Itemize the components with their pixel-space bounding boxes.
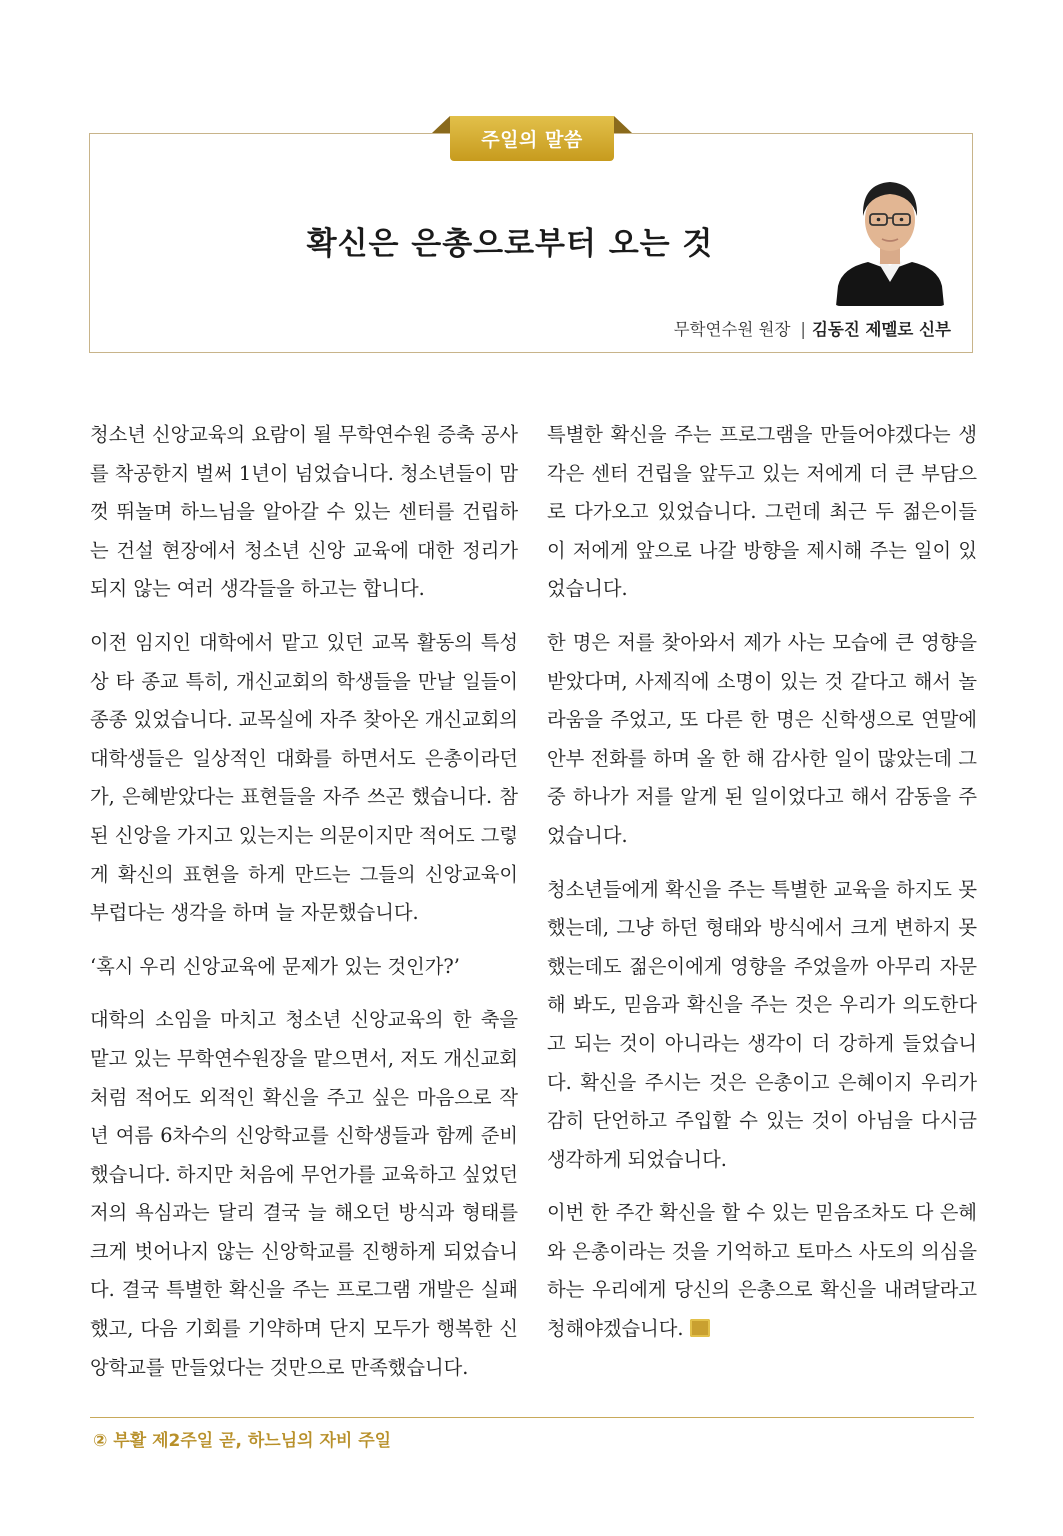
tab-fold-left bbox=[432, 116, 450, 133]
footer-page-label: ② 부활 제2주일 곧, 하느님의 자비 주일 bbox=[93, 1431, 392, 1451]
article-title: 확신은 은총으로부터 오는 것 bbox=[306, 226, 714, 262]
author-role: 무학연수원 원장 bbox=[673, 320, 791, 339]
paragraph: 청소년들에게 확신을 주는 특별한 교육을 하지도 못했는데, 그냥 하던 형태와 방식에서 크게 변하지 못했는데도 젊은이에게 영향을 주었을까 아무리 자문해 봐도, 믿음과 확신을 주는 것은 우리가 의도한다고 되는 것이 아니라는 생각이 더 강하게 들었습니다. 확신을 주시는 것은 은총이고 은혜이지 우리가 감히 단언하고 주입할 수 있는 것이 아님을 다시금 생각하게 되었습니다. bbox=[547, 877, 977, 1171]
quote-paragraph: ‘혹시 우리 신앙교육에 문제가 있는 것인가?’ bbox=[90, 954, 460, 978]
paragraph: 청소년 신앙교육의 요람이 될 무학연수원 증축 공사를 착공한지 벌써 1년이 넘었습니다. 청소년들이 맘껏 뛰놀며 하느님을 알아갈 수 있는 센터를 건립하는 건설 현장에서 청소년 신앙 교육에 대한 정리가 되지 않는 여러 생각들을 하고는 합니다. bbox=[90, 423, 518, 601]
author-name: 김동진 제멜로 신부 bbox=[811, 320, 951, 339]
closing-paragraph bbox=[547, 1194, 977, 1348]
author-photo bbox=[832, 158, 948, 306]
tab-fold-right bbox=[614, 116, 632, 133]
byline-separator: | bbox=[800, 320, 806, 339]
closing-text: 이번 한 주간 확신을 할 수 있는 믿음조차도 다 은혜와 은총이라는 것을 기억하고 토마스 사도의 의심을 하는 우리에게 당신의 은총으로 확신을 내려달라고 청해야겠습니다. bbox=[547, 1201, 977, 1341]
paragraph: 한 명은 저를 찾아와서 제가 사는 모습에 큰 영향을 받았다며, 사제직에 소명이 있는 것 같다고 해서 놀라움을 주었고, 또 다른 한 명은 신학생으로 연말에 안부 전화를 하며 올 한 해 감사한 일이 많았는데 그중 하나가 저를 알게 된 일이었다고 해서 감동을 주었습니다. bbox=[547, 630, 977, 847]
paragraph: 특별한 확신을 주는 프로그램을 만들어야겠다는 생각은 센터 건립을 앞두고 있는 저에게 더 큰 부담으로 다가오고 있었습니다. 그런데 최근 두 젊은이들이 저에게 앞으로 나갈 방향을 제시해 주는 일이 있었습니다. bbox=[547, 423, 977, 601]
section-tab-label: 주일의 말씀 bbox=[450, 116, 614, 161]
section-tab bbox=[432, 116, 632, 161]
author-portrait-icon bbox=[832, 158, 948, 306]
end-mark-icon bbox=[690, 1319, 710, 1337]
left-column bbox=[90, 416, 518, 1402]
footer-divider bbox=[90, 1417, 974, 1418]
right-column bbox=[547, 416, 977, 1364]
paragraph: 이전 임지인 대학에서 맡고 있던 교목 활동의 특성상 타 종교 특히, 개신교회의 학생들을 만날 일들이 종종 있었습니다. 교목실에 자주 찾아온 개신교회의 대학생들은 일상적인 대화를 하면서도 은총이라던가, 은혜받았다는 표현들을 자주 쓰곤 했습니다. 참된 신앙을 가지고 있는지는 의문이지만 적어도 그렇게 확신의 표현을 하게 만드는 그들의 신앙교육이 부럽다는 생각을 하며 늘 자문했습니다. bbox=[90, 630, 518, 925]
paragraph: 대학의 소임을 마치고 청소년 신앙교육의 한 축을 맡고 있는 무학연수원장을 맡으면서, 저도 개신교회처럼 적어도 외적인 확신을 주고 싶은 마음으로 작년 여름 6차수의 신앙학교를 신학생들과 함께 준비했습니다. 하지만 처음에 무언가를 교육하고 싶었던 저의 욕심과는 달리 결국 늘 해오던 방식과 형태를 크게 벗어나지 않는 신앙학교를 진행하게 되었습니다. 결국 특별한 확신을 주는 프로그램 개발은 실패했고, 다음 기회를 기약하며 단지 모두가 행복한 신앙학교를 만들었다는 것만으로 만족했습니다. bbox=[90, 1008, 518, 1379]
byline bbox=[674, 316, 951, 340]
